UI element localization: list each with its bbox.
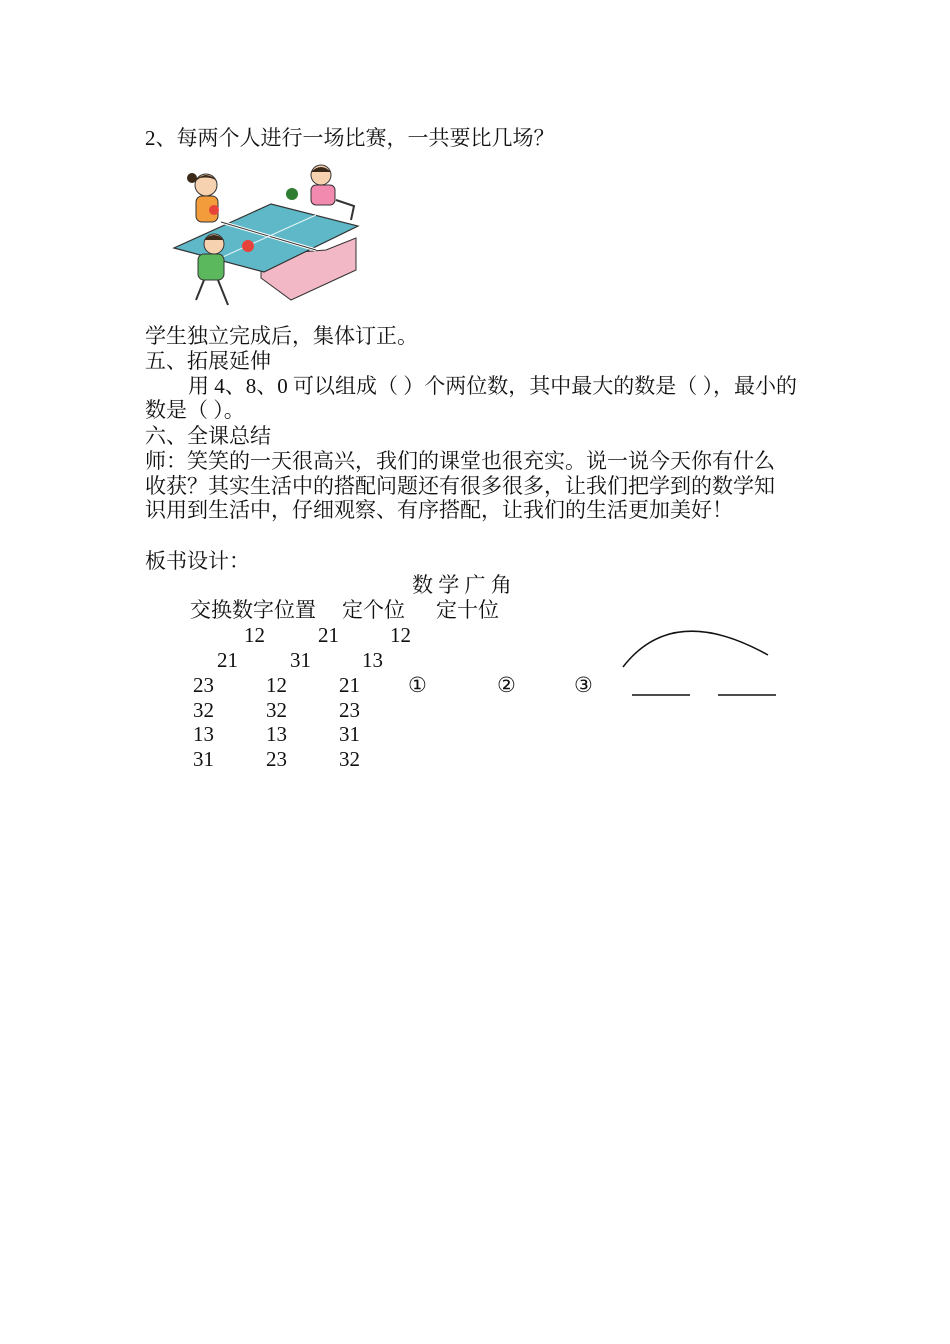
swap-number: 12 — [390, 623, 411, 647]
method-swap: 交换数字位置 — [190, 598, 316, 622]
arc-blanks-diagram — [618, 622, 788, 707]
swap-number: 12 — [244, 623, 265, 647]
section6-line3: 识用到生活中，仔细观察、有序搭配，让我们的生活更加美好！ — [145, 498, 733, 522]
swap-number: 21 — [217, 648, 238, 672]
table-cell: 23 — [266, 747, 287, 771]
method-fix-ones: 定个位 — [342, 598, 405, 622]
section6-line1: 师：笑笑的一天很高兴，我们的课堂也很充实。说一说今天你有什么 — [145, 449, 775, 473]
swap-number: 13 — [362, 648, 383, 672]
circled-number: ② — [497, 673, 516, 697]
after-image-text: 学生独立完成后，集体订正。 — [145, 324, 418, 348]
table-cell: 32 — [193, 698, 214, 722]
arc-line — [623, 631, 768, 667]
section6-line2: 收获？其实生活中的搭配问题还有很多很多，让我们把学到的数学知 — [145, 474, 775, 498]
table-cell: 23 — [193, 673, 214, 697]
section6-title: 六、全课总结 — [145, 424, 271, 448]
board-label: 板书设计： — [145, 549, 250, 573]
table-cell: 23 — [339, 698, 360, 722]
table-cell: 13 — [193, 722, 214, 746]
swap-number: 21 — [318, 623, 339, 647]
table-cell: 13 — [266, 722, 287, 746]
section5-title: 五、拓展延伸 — [145, 349, 271, 373]
ping-pong-illustration — [166, 160, 366, 310]
table-cell: 31 — [193, 747, 214, 771]
swap-number: 31 — [290, 648, 311, 672]
table-cell: 12 — [266, 673, 287, 697]
table-cell: 32 — [266, 698, 287, 722]
table-cell: 21 — [339, 673, 360, 697]
section5-line1: 用 4、8、0 可以组成（ ）个两位数，其中最大的数是（ ），最小的 — [188, 374, 797, 398]
question-text: 2、每两个人进行一场比赛，一共要比几场？ — [145, 126, 555, 150]
circled-number: ① — [408, 673, 427, 697]
table-cell: 31 — [339, 722, 360, 746]
table-cell: 32 — [339, 747, 360, 771]
board-title: 数 学 广 角 — [412, 573, 512, 597]
method-fix-tens: 定十位 — [436, 598, 499, 622]
section5-line2: 数是（ ）。 — [145, 398, 245, 422]
circled-number: ③ — [574, 673, 593, 697]
